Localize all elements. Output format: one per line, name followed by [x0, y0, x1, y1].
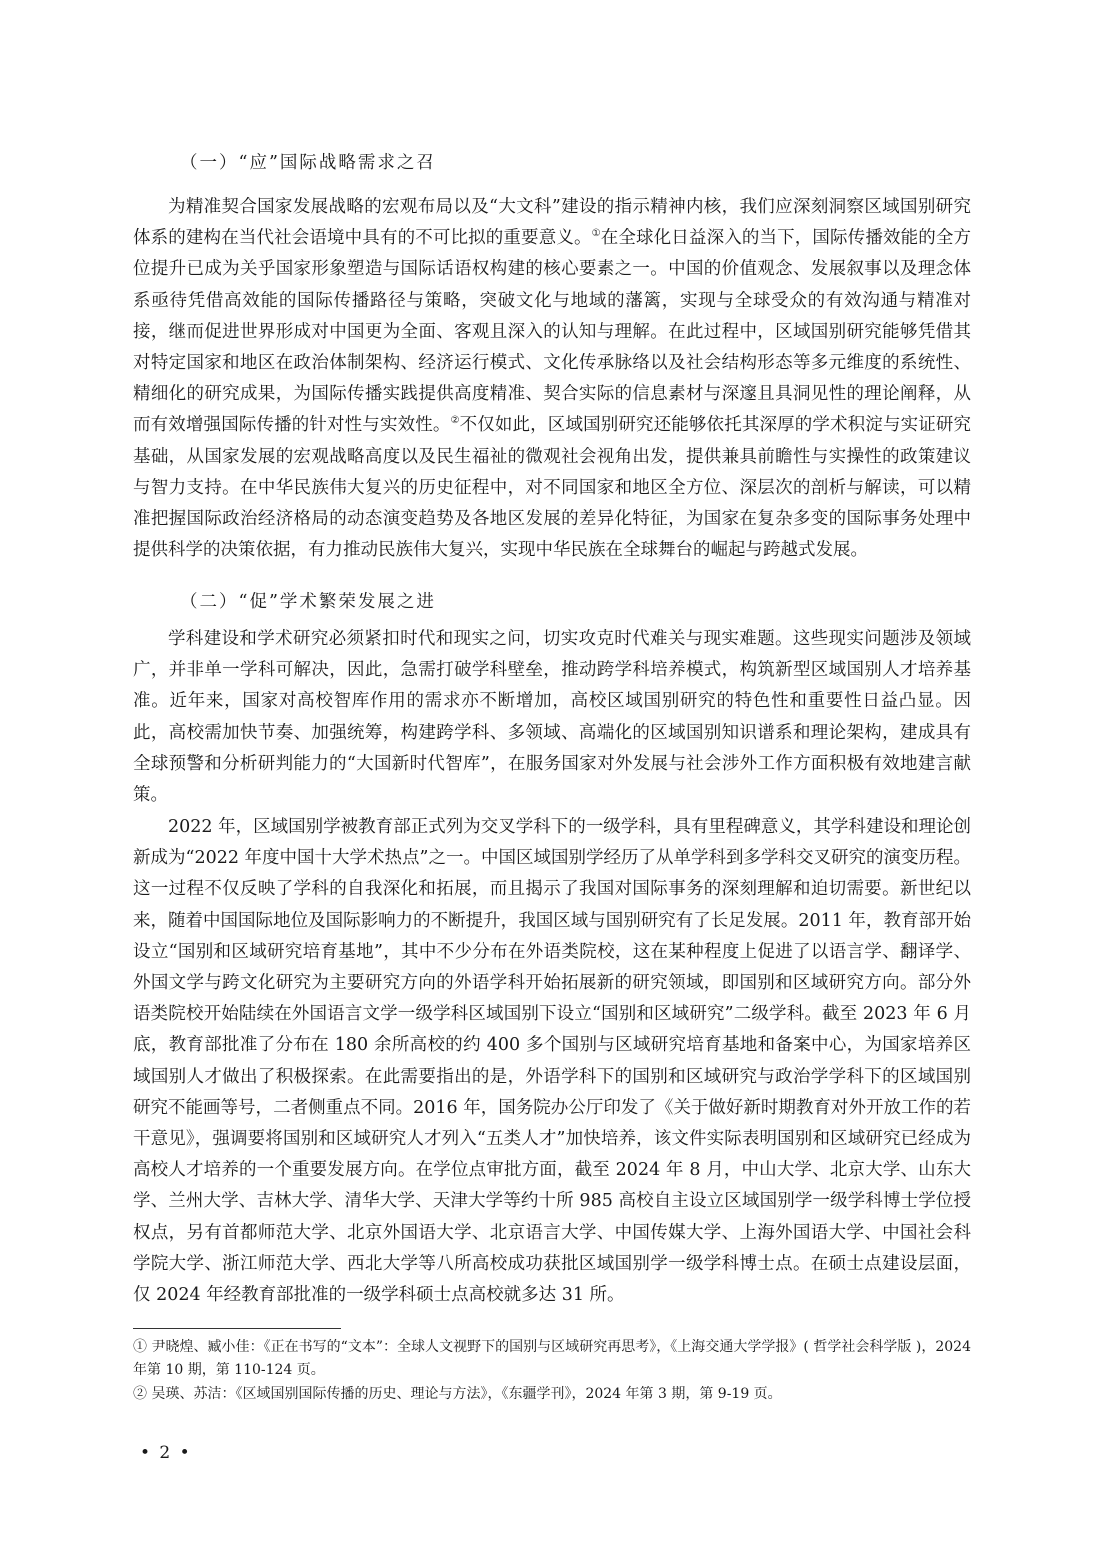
section-heading-1: （一）“应”国际战略需求之召 [180, 153, 436, 173]
paragraph-text: 不仅如此，区域国别研究还能够依托其深厚的学术积淀与实证研究基础，从国家发展的宏观战略高度以及民生福祉的微观社会视角出发，提供兼具前瞻性与实操性的政策建议与智力支持。在中华民族伟大复兴的历史征程中，对不同国家和地区全方位、深层次的剖析与解读，可以精准把握国际政治经济格局的动态演变趋势及各地区发展的差异化特征，为国家在复杂多变的国际事务处理中提供科学的决策依据，有力推动民族伟大复兴，实现中华民族在全球舞台的崛起与跨越式发展。 [133, 415, 971, 561]
page-number: • 2 • [140, 1443, 192, 1463]
section-1-paragraph [133, 192, 971, 566]
section-2-paragraph-2: 2022 年，区域国别学被教育部正式列为交叉学科下的一级学科，具有里程碑意义，其学科建设和理论创新成为“2022 年度中国十大学术热点”之一。中国区域国别学经历了从单学科到多学科交叉研究的演变历程。这一过程不仅反映了学科的自我深化和拓展，而且揭示了我国对国际事务的深刻理解和迫切需要。新世纪以来，随着中国国际地位及国际影响力的不断提升，我国区域与国别研究有了长足发展。2011 年，教育部开始设立“国别和区域研究培育基地”，其中不少分布在外语类院校，这在某种程度上促进了以语言学、翻译学、外国文学与跨文化研究为主要研究方向的外语学科开始拓展新的研究领域，即国别和区域研究方向。部分外语类院校开始陆续在外国语言文学一级学科区域国别下设立“国别和区域研究”二级学科。截至 2023 年 6 月底，教育部批准了分布在 180 余所高校的约 400 多个国别与区域研究培育基地和备案中心，为国家培养区域国别人才做出了积极探索。在此需要指出的是，外语学科下的国别和区域研究与政治学学科下的区域国别研究不能画等号，二者侧重点不同。2016 年，国务院办公厅印发了《关于做好新时期教育对外开放工作的若干意见》，强调要将国别和区域研究人才列入“五类人才”加快培养，该文件实际表明国别和区域研究已经成为高校人才培养的一个重要发展方向。在学位点审批方面，截至 2024 年 8 月，中山大学、北京大学、山东大学、兰州大学、吉林大学、清华大学、天津大学等约十所 985 高校自主设立区域国别学一级学科博士学位授权点，另有首都师范大学、北京外国语大学、北京语言大学、中国传媒大学、上海外国语大学、中国社会科学院大学、浙江师范大学、西北大学等八所高校成功获批区域国别学一级学科博士点。在硕士点建设层面，仅 2024 年经教育部批准的一级学科硕士点高校就多达 31 所。 [133, 817, 971, 1306]
paragraph-text: 为精准契合国家发展战略的宏观布局以及“大文科”建设的指示精神内核，我们应深刻洞察区域国别研究体系的建构在当代社会语境中具有的不可比拟的重要意义。 [133, 197, 971, 249]
section-heading-2: （二）“促”学术繁荣发展之进 [180, 592, 436, 612]
footnote-ref-1[interactable]: ① [591, 228, 601, 240]
footnote-1: ① 尹晓煌、臧小佳：《正在书写的“文本”：全球人文视野下的国别与区域研究再思考》，《上海交通大学学报》( 哲学社会科学版 )，2024 年第 10 期，第 110-124 页。 [133, 1339, 971, 1378]
footnote-ref-2[interactable]: ② [450, 415, 460, 427]
section-2-paragraph-1: 学科建设和学术研究必须紧扣时代和现实之问，切实攻克时代难关与现实难题。这些现实问题涉及领域广，并非单一学科可解决，因此，急需打破学科壁垒，推动跨学科培养模式，构筑新型区域国别人才培养基准。近年来，国家对高校智库作用的需求亦不断增加，高校区域国别研究的特色性和重要性日益凸显。因此，高校需加快节奏、加强统筹，构建跨学科、多领域、高端化的区域国别知识谱系和理论架构，建成具有全球预警和分析研判能力的“大国新时代智库”，在服务国家对外发展与社会涉外工作方面积极有效地建言献策。 [133, 629, 971, 806]
footnote-separator [133, 1328, 341, 1329]
footnote-2: ② 吴瑛、苏洁：《区域国别国际传播的历史、理论与方法》，《东疆学刊》，2024 年第 3 期，第 9-19 页。 [133, 1386, 782, 1402]
paragraph-text: 在全球化日益深入的当下，国际传播效能的全方位提升已成为关乎国家形象塑造与国际话语权构建的核心要素之一。中国的价值观念、发展叙事以及理念体系亟待凭借高效能的国际传播路径与策略，突破文化与地域的藩篱，实现与全球受众的有效沟通与精准对接，继而促进世界形成对中国更为全面、客观且深入的认知与理解。在此过程中，区域国别研究能够凭借其对特定国家和地区在政治体制架构、经济运行模式、文化传承脉络以及社会结构形态等多元维度的系统性、精细化的研究成果，为国际传播实践提供高度精准、契合实际的信息素材与深邃且具洞见性的理论阐释，从而有效增强国际传播的针对性与实效性。 [133, 228, 972, 436]
